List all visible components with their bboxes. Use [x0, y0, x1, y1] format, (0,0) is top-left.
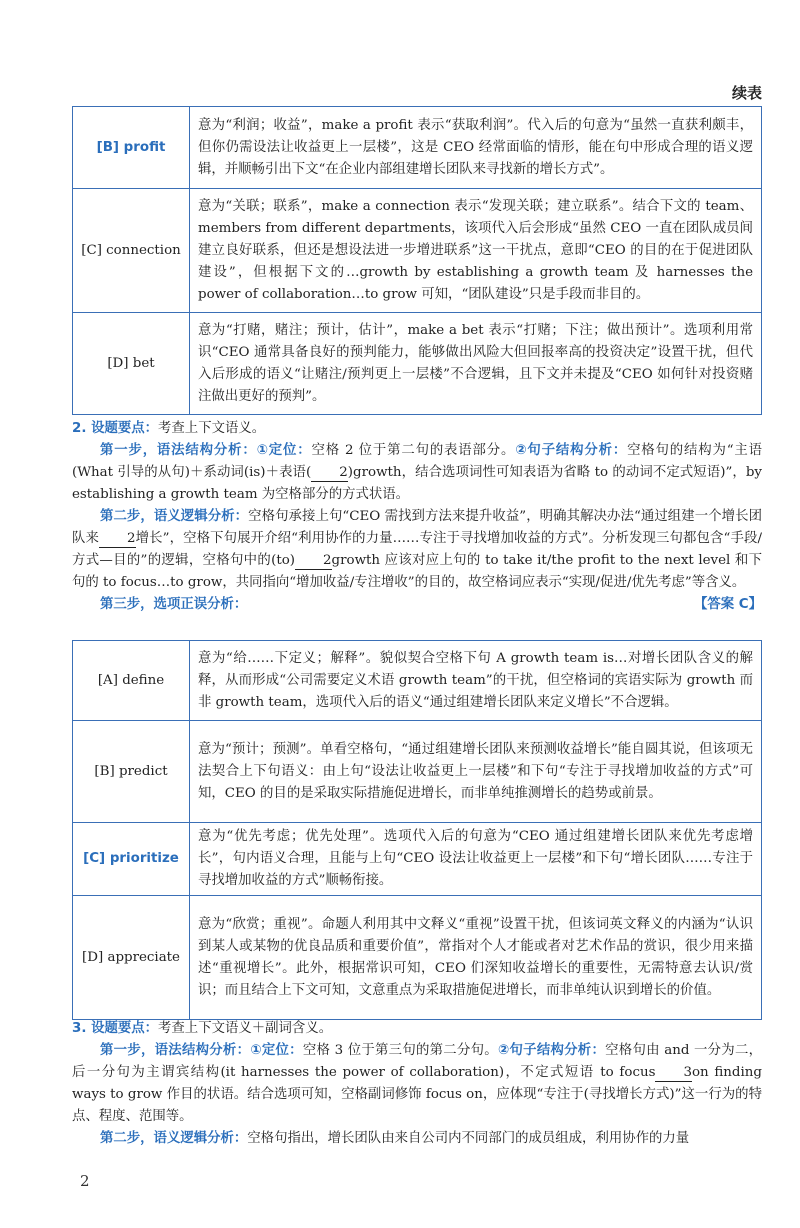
option-explanation: 意为“打赌，赌注；预计，估计”，make a bet 表示“打赌；下注；做出预计”。选项利用常识“CEO 通常具备良好的预判能力，能够做出风险大但回报率高的投资决定”设置干扰，但代入后形成的语义“让赌注/预判更上一层楼”不合逻辑，且下文并未提及“CEO 如何针对投资赌注做出更好的预判”。 — [190, 313, 762, 415]
answer-badge: 【答案 C】 — [693, 597, 762, 612]
step-label: 第二步，语义逻辑分析： — [100, 1131, 248, 1146]
step-paragraph: 第一步，语法结构分析：①定位：空格 2 位于第二句的表语部分。②句子结构分析：空格句的结构为“主语(What 引导的从句)＋系动词(is)＋表语( 2)growth，结合选项词性可知表语为省略 to 的动词不定式短语)”，by establishing a growth team 为空格部分的方式状语。 — [72, 443, 763, 502]
step-text: 空格句由 and 一分为二，后一分句为主谓宾结构(it harnesses the power of collaboration)，不定式短语 to focus — [72, 1043, 762, 1080]
section-title: 考查上下文语义＋副词含义。 — [158, 1021, 333, 1036]
step-paragraph — [72, 1128, 762, 1150]
option-explanation: 意为“优先考虑；优先处理”。选项代入后的句意为“CEO 通过组建增长团队来优先考虑增长”，句内语义合理，且能与上句“CEO 设法让收益更上一层楼”和下句“增长团队……专注于寻找增加收益的方式”顺畅衔接。 — [190, 823, 762, 896]
step-label: 第一步，语法结构分析： — [100, 1043, 251, 1058]
options-table-question-2 — [72, 640, 762, 1020]
table-row — [73, 313, 762, 415]
table-row — [73, 823, 762, 896]
option-label: [C] connection — [73, 189, 190, 313]
option-explanation: 意为“关联；联系”，make a connection 表示“发现关联；建立联系”。结合下文的 team、members from different departments，该项代入后会形成“虽然 CEO 一直在团队成员间建立良好联系，但还是想设法进一步增进联系”这一干扰点，意即“CEO 的目的在于促进团队建设”，但根据下文的…growth by establishing a growth team 及 harnesses the power of collaboration…to grow 可知，“团队建设”只是手段而非目的。 — [190, 189, 762, 313]
page-number: 2 — [80, 1172, 90, 1190]
table-row — [73, 721, 762, 823]
step-text: on finding ways to grow 作目的状语。结合选项可知，空格副词修饰 focus on，应体现“专注于(寻找增长方式)”这一行为的特点、程度、范围等。 — [72, 1065, 762, 1124]
step-text: growth，结合选项词性可知表语为省略 to 的动词不定式短语)”，by establishing a growth team 为空格部分的方式状语。 — [72, 465, 762, 502]
table-row — [73, 896, 762, 1020]
option-label: [B] profit — [73, 107, 190, 189]
option-explanation: 意为“预计；预测”。单看空格句，“通过组建增长团队来预测收益增长”能自圆其说，但该项无法契合上下句语义：由上句“设法让收益更上一层楼”和下句“专注于寻找增加收益的方式”可知，CEO 的目的是采取实际措施促进增长，而非单纯推测增长的趋势或前景。 — [190, 721, 762, 823]
option-label: [A] define — [73, 641, 190, 721]
table-row — [73, 189, 762, 313]
option-label: [B] predict — [73, 721, 190, 823]
option-label: [D] appreciate — [73, 896, 190, 1020]
step-text: 空格句承接上句“CEO 需找到方法来提升收益”，明确其解决办法“通过组建一个增长团队来 — [72, 509, 763, 546]
options-table-question-1 — [72, 106, 762, 415]
step-label: 第二步，语义逻辑分析： — [100, 509, 249, 524]
table-row — [73, 641, 762, 721]
option-explanation: 意为“利润；收益”，make a profit 表示“获取利润”。代入后的句意为“虽然一直获利颇丰，但你仍需设法让收益更上一层楼”，这是 CEO 经常面临的情形，能在句中形成合理的语义逻辑，并顺畅引出下文“在企业内部组建增长团队来寻找新的增长方式”。 — [190, 107, 762, 189]
option-explanation: 意为“欣赏；重视”。命题人利用其中文释义“重视”设置干扰，但该词英文释义的内涵为“认识到某人或某物的优良品质和重要价值”，常指对个人才能或者对艺术作品的赏识，很少用来描述“重视增长”。此外，根据常识可知，CEO 们深知收益增长的重要性，无需特意去认识/赏识；而且结合上下文可知，文意重点为采取措施促进增长，而非单纯认识到增长的价值。 — [190, 896, 762, 1020]
step-text: 空格句指出，增长团队由来自公司内不同部门的成员组成，利用协作的力量 — [247, 1131, 690, 1146]
option-label: [D] bet — [73, 313, 190, 415]
step-label: 第三步，选项正误分析： — [100, 597, 248, 612]
section-number: 3. 设题要点： — [72, 1021, 159, 1036]
step-text: growth 应该对应上句的 to take it/the profit to the next level 和下句的 to focus…to grow，共同指向“增加收益/专注增收”的目的，故空格词应表示“实现/促进/优先考虑”等含义。 — [72, 553, 762, 590]
step-text: 增长”，空格下句展开介绍“利用协作的力量……专注于寻找增加收益的方式”。分析发现三句都包含“手段/方式—目的”的逻辑，空格句中的(to) — [72, 531, 762, 568]
blank-marker: 2 — [311, 465, 348, 482]
blank-marker: 3 — [655, 1065, 692, 1082]
step-paragraph — [72, 594, 762, 616]
step-paragraph — [72, 506, 762, 594]
blank-marker: 2 — [295, 553, 332, 570]
step-text: 空格 2 位于第二句的表语部分。 — [311, 443, 516, 458]
step-text: 空格 3 位于第三句的第二分句。 — [302, 1043, 498, 1058]
keyword: ①定位： — [256, 443, 312, 458]
section-question-2 — [72, 418, 762, 616]
section-heading — [72, 418, 762, 440]
option-label: [C] prioritize — [73, 823, 190, 896]
section-title: 考查上下文语义。 — [158, 421, 266, 436]
step-text: 空格句的结构为“主语(What 引导的从句)＋系动词(is)＋表语( — [72, 443, 763, 480]
keyword: ②句子结构分析： — [497, 1043, 606, 1058]
section-question-3 — [72, 1018, 762, 1150]
keyword: ①定位： — [250, 1043, 303, 1058]
section-number: 2. 设题要点： — [72, 421, 159, 436]
section-heading — [72, 1018, 762, 1040]
keyword: ②句子结构分析： — [515, 443, 628, 458]
step-paragraph — [72, 1040, 762, 1128]
blank-marker: 2 — [99, 531, 136, 548]
table-row — [73, 107, 762, 189]
option-explanation: 意为“给……下定义；解释”。貌似契合空格下句 A growth team is…对增长团队含义的解释，从而形成“公司需要定义术语 growth team”的干扰，但空格词的宾语实际为 growth 而非 growth team，选项代入后的语义“通过组建增长团队来定义增长”不合逻辑。 — [190, 641, 762, 721]
step-label: 第一步，语法结构分析： — [100, 443, 257, 458]
continued-table-label: 续表 — [731, 84, 762, 102]
